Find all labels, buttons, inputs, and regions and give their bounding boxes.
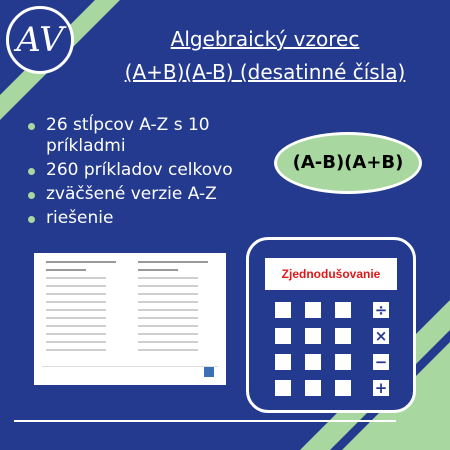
multiply-key: × <box>374 327 388 345</box>
preview-column-right <box>130 259 216 351</box>
feature-item <box>22 160 282 181</box>
calculator-key <box>335 354 351 370</box>
preview-footer <box>42 366 218 379</box>
calculator-key <box>275 328 291 344</box>
worksheet-preview-image <box>34 253 226 385</box>
calculator-key <box>305 354 321 370</box>
divide-key: ÷ <box>374 301 388 319</box>
calculator-key <box>305 328 321 344</box>
feature-item <box>22 184 282 205</box>
feature-text: zväčšené verzie A-Z <box>46 184 217 204</box>
feature-list <box>22 115 282 232</box>
feature-text: 260 príkladov celkovo <box>46 160 233 180</box>
preview-column-left <box>38 259 124 351</box>
feature-item <box>22 115 282 157</box>
page-subtitle: (A+B)(A-B) (desatinné čísla) <box>124 60 406 84</box>
calculator-mini-icon <box>204 367 214 377</box>
calculator-graphic <box>246 237 416 413</box>
calculator-key <box>305 302 321 318</box>
page-title: Algebraický vzorec <box>170 27 360 51</box>
bullet-icon <box>28 192 35 199</box>
calculator-key <box>335 380 351 396</box>
calculator-screen: Zjednodušovanie <box>265 258 397 290</box>
divider-line <box>14 420 396 422</box>
formula-badge: (A-B)(A+B) <box>274 132 422 194</box>
bullet-icon <box>28 123 35 130</box>
feature-text: riešenie <box>46 208 114 228</box>
bullet-icon <box>28 168 35 175</box>
minus-key: − <box>374 353 388 371</box>
calculator-key <box>275 302 291 318</box>
calculator-key <box>275 354 291 370</box>
logo-badge <box>6 6 74 74</box>
calculator-key <box>335 302 351 318</box>
calculator-key <box>275 380 291 396</box>
feature-text: 26 stĺpcov A-Z s 10 príkladmi <box>46 115 210 156</box>
feature-item <box>22 208 282 229</box>
calculator-key <box>305 380 321 396</box>
calculator-key <box>335 328 351 344</box>
bullet-icon <box>28 216 35 223</box>
plus-key: + <box>374 379 388 397</box>
logo-text: AV <box>16 20 64 60</box>
